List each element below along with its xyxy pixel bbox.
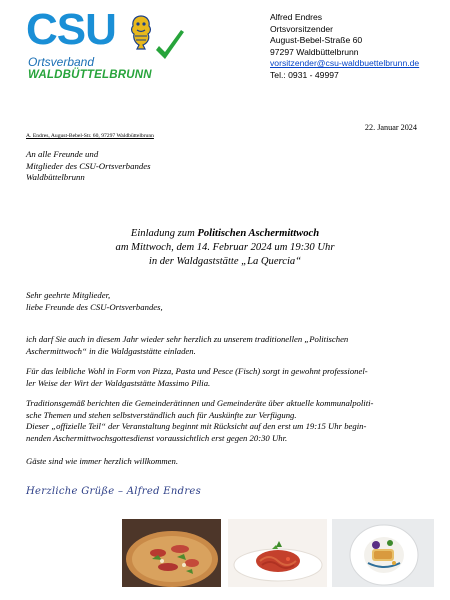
letter-date: 22. Januar 2024 bbox=[364, 123, 417, 132]
paragraph-food bbox=[26, 366, 418, 389]
paragraph-invite bbox=[26, 334, 418, 357]
paragraph-line: ich darf Sie auch in diesem Jahr wieder sehr herzlich zu unserem traditionellen „Politischen bbox=[26, 334, 349, 344]
greeting-line1: Sehr geehrte Mitglieder, bbox=[26, 290, 111, 300]
fish-dish-photo bbox=[332, 519, 434, 587]
invitation-line3: in der Waldgaststätte „La Quercia“ bbox=[148, 256, 302, 267]
sender-role: Ortsvorsitzender bbox=[270, 23, 334, 34]
paragraph-line: Aschermittwoch“ in die Waldgaststätte einladen. bbox=[26, 345, 196, 356]
paragraph-line: Für das leibliche Wohl in Form von Pizza, Pasta und Pesce (Fisch) sorgt in gewohnt professionel- bbox=[26, 366, 368, 376]
return-address: A. Endres, August-Bebel-Str. 60, 97297 Waldbüttelbrunn bbox=[26, 133, 154, 139]
recipient-block bbox=[26, 149, 151, 184]
recipient-line1: An alle Freunde und bbox=[26, 149, 99, 159]
recipient-line2: Mitglieder des CSU-Ortsverbandes bbox=[26, 160, 151, 171]
paragraph-line: Traditionsgemäß berichten die Gemeinderätinnen und Gemeinderäte über aktuelle kommunalpoliti- bbox=[26, 398, 374, 408]
signature: Herzliche Grüße – Alfred Endres bbox=[26, 486, 202, 497]
paragraph-line: ler Weise der Wirt der Waldgaststätte Massimo Pilia. bbox=[26, 377, 211, 388]
invitation-line2: am Mittwoch, dem 14. Februar 2024 um 19:30 Uhr bbox=[115, 242, 335, 253]
sender-block bbox=[270, 12, 419, 82]
sender-phone: Tel.: 0931 - 49997 bbox=[270, 69, 339, 80]
paragraph-line: nenden Aschermittwochsgottesdienst voraussichtlich erst gegen 20:30 Uhr. bbox=[26, 432, 288, 443]
checkmark-swoosh-icon bbox=[155, 28, 185, 60]
paragraph-line: sche Themen und stehen selbstverständlich auch für Auskünfte zur Verfügung. bbox=[26, 409, 297, 420]
logo-ortsverband: Ortsverband bbox=[28, 55, 95, 69]
sender-email-link[interactable]: vorsitzender@csu-waldbuettelbrunn.de bbox=[270, 58, 420, 69]
invitation-line1 bbox=[0, 227, 450, 241]
invitation-heading bbox=[0, 227, 450, 269]
paragraph-closing: Gäste sind wie immer herzlich willkommen. bbox=[26, 456, 179, 466]
sender-name: Alfred Endres bbox=[270, 12, 323, 22]
sender-street: August-Bebel-Straße 60 bbox=[270, 35, 363, 46]
invitation-event: Politischen Aschermittwoch bbox=[197, 228, 320, 239]
greeting bbox=[26, 290, 418, 313]
invitation-prefix: Einladung zum bbox=[130, 228, 198, 239]
paragraph-program bbox=[26, 398, 418, 444]
pizza-photo bbox=[122, 519, 221, 587]
lion-emblem-icon bbox=[126, 12, 156, 52]
logo-csu-text: CSU bbox=[26, 5, 116, 54]
paragraph-line: Dieser „offizielle Teil“ der Veranstaltung beginnt mit Rücksicht auf den erst um 19:15 Uhr begin- bbox=[26, 421, 367, 432]
sender-city: 97297 Waldbüttelbrunn bbox=[270, 46, 359, 57]
pasta-photo bbox=[228, 519, 327, 587]
recipient-line3: Waldbüttelbrunn bbox=[26, 172, 85, 182]
logo-location: WALDBÜTTELBRUNN bbox=[28, 69, 152, 81]
greeting-line2: liebe Freunde des CSU-Ortsverbandes, bbox=[26, 301, 163, 312]
